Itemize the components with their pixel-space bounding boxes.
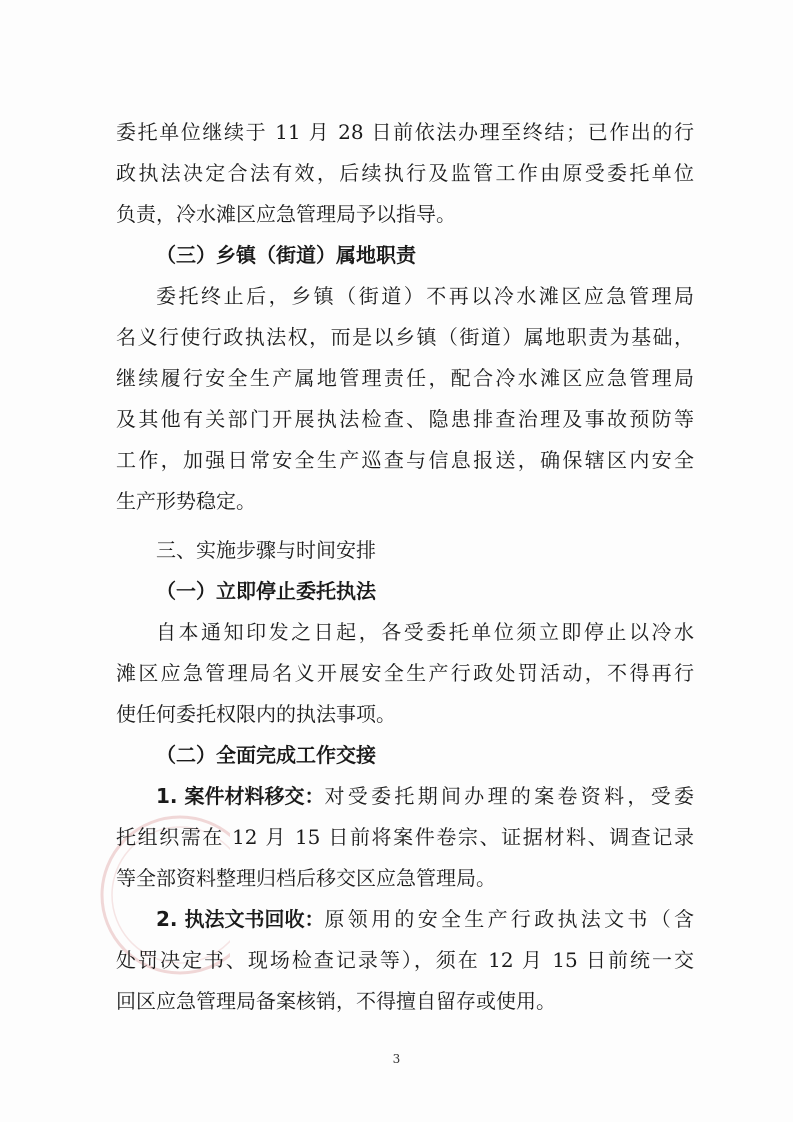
item-text: 对受委托期间办理的案卷资料，受委 bbox=[324, 784, 694, 808]
item-label: 2. 执法文书回收： bbox=[156, 907, 325, 931]
section-heading: （二）全面完成工作交接 bbox=[156, 743, 376, 767]
paragraph-line: 及其他有关部门开展执法检查、隐患排查治理及事故预防等 bbox=[116, 407, 694, 431]
paragraph-line: 工作，加强日常安全生产巡查与信息报送，确保辖区内安全 bbox=[116, 448, 694, 472]
paragraph-line bbox=[156, 904, 694, 934]
section-heading: （一）立即停止委托执法 bbox=[156, 579, 376, 603]
paragraph-line: 使任何委托权限内的执法事项。 bbox=[116, 702, 396, 726]
paragraph-line: 自本通知印发之日起，各受委托单位须立即停止以冷水 bbox=[156, 620, 694, 644]
paragraph-line: 滩区应急管理局名义开展安全生产行政处罚活动，不得再行 bbox=[116, 661, 694, 685]
item-label: 1. 案件材料移交： bbox=[156, 784, 325, 808]
paragraph-line: 等全部资料整理归档后移交区应急管理局。 bbox=[116, 866, 496, 890]
paragraph-line: 委托单位继续于 11 月 28 日前依法办理至终结；已作出的行 bbox=[116, 120, 694, 144]
paragraph-line: 负责，冷水滩区应急管理局予以指导。 bbox=[116, 202, 456, 226]
paragraph-line bbox=[156, 781, 694, 811]
paragraph-line: 处罚决定书、现场检查记录等），须在 12 月 15 日前统一交 bbox=[116, 948, 694, 972]
item-text: 原领用的安全生产行政执法文书（含 bbox=[324, 907, 694, 931]
paragraph-line: 名义行使行政执法权，而是以乡镇（街道）属地职责为基础， bbox=[116, 325, 694, 349]
page-number: 3 bbox=[392, 1052, 401, 1066]
paragraph-line: 生产形势稳定。 bbox=[116, 489, 256, 513]
section-heading: 三、实施步骤与时间安排 bbox=[156, 538, 376, 562]
paragraph-line: 继续履行安全生产属地管理责任，配合冷水滩区应急管理局 bbox=[116, 366, 694, 390]
section-heading: （三）乡镇（街道）属地职责 bbox=[156, 243, 416, 267]
paragraph-line: 政执法决定合法有效，后续执行及监管工作由原受委托单位 bbox=[116, 161, 694, 185]
paragraph-line: 回区应急管理局备案核销，不得擅自留存或使用。 bbox=[116, 989, 556, 1013]
paragraph-line: 委托终止后，乡镇（街道）不再以冷水滩区应急管理局 bbox=[156, 284, 694, 308]
paragraph-line: 托组织需在 12 月 15 日前将案件卷宗、证据材料、调查记录 bbox=[116, 825, 694, 849]
